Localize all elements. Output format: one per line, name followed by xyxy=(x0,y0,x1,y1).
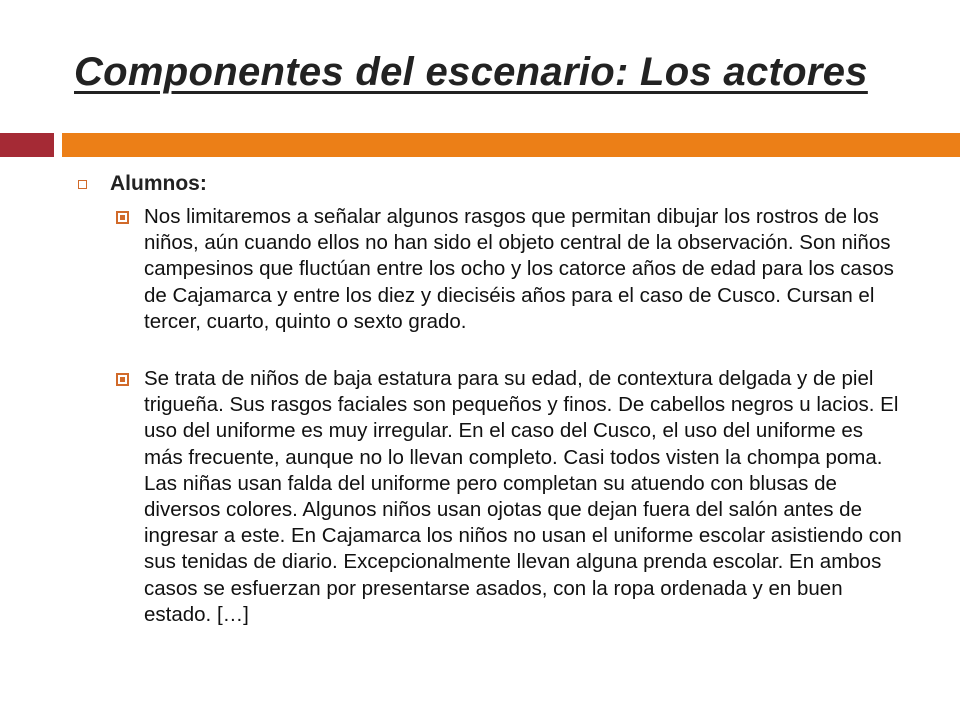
paragraph-text: Nos limitaremos a señalar algunos rasgos que permitan dibujar los rostros de los niños, aún cuando ellos no han sido el objeto central de la observación. Son niños campesinos que fluctúan entre los ocho y los catorce años de edad para los casos de Cajamarca y entre los diez y dieciséis años para el caso de Cusco. Cursan el tercer, cuarto, quinto o sexto grado. xyxy=(144,205,894,333)
bullet-level2-item xyxy=(116,204,906,335)
title-bar-accent-orange xyxy=(62,133,960,157)
bullet-level2-item xyxy=(116,366,906,628)
hollow-square-bullet-icon xyxy=(78,180,87,189)
title-bar-accent-red xyxy=(0,133,54,157)
slide-title: Componentes del escenario: Los actores xyxy=(74,50,868,94)
filled-square-bullet-icon xyxy=(116,373,129,386)
filled-square-bullet-icon xyxy=(116,211,129,224)
paragraph-text: Se trata de niños de baja estatura para su edad, de contextura delgada y de piel trigueña. Sus rasgos faciales son pequeños y finos. De cabellos negros u lacios. El uso del uniforme es muy irregular. En el caso del Cusco, el uso del uniforme es más frecuente, aunque no lo llevan completo. Casi todos visten la chompa poma. Las niñas usan falda del uniforme pero completan su atuendo con blusas de diversos colores. Algunos niños usan ojotas que dejan fuera del salón antes de ingresar a este. En Cajamarca los niños no usan el uniforme escolar asistiendo con sus tenidas de diario. Excepcionalmente llevan alguna prenda escolar. En ambos casos se esfuerzan por presentarse asados, con la ropa ordenada y en buen estado. […] xyxy=(144,367,902,626)
bullet-level1 xyxy=(78,172,918,196)
section-heading: Alumnos: xyxy=(110,172,207,195)
